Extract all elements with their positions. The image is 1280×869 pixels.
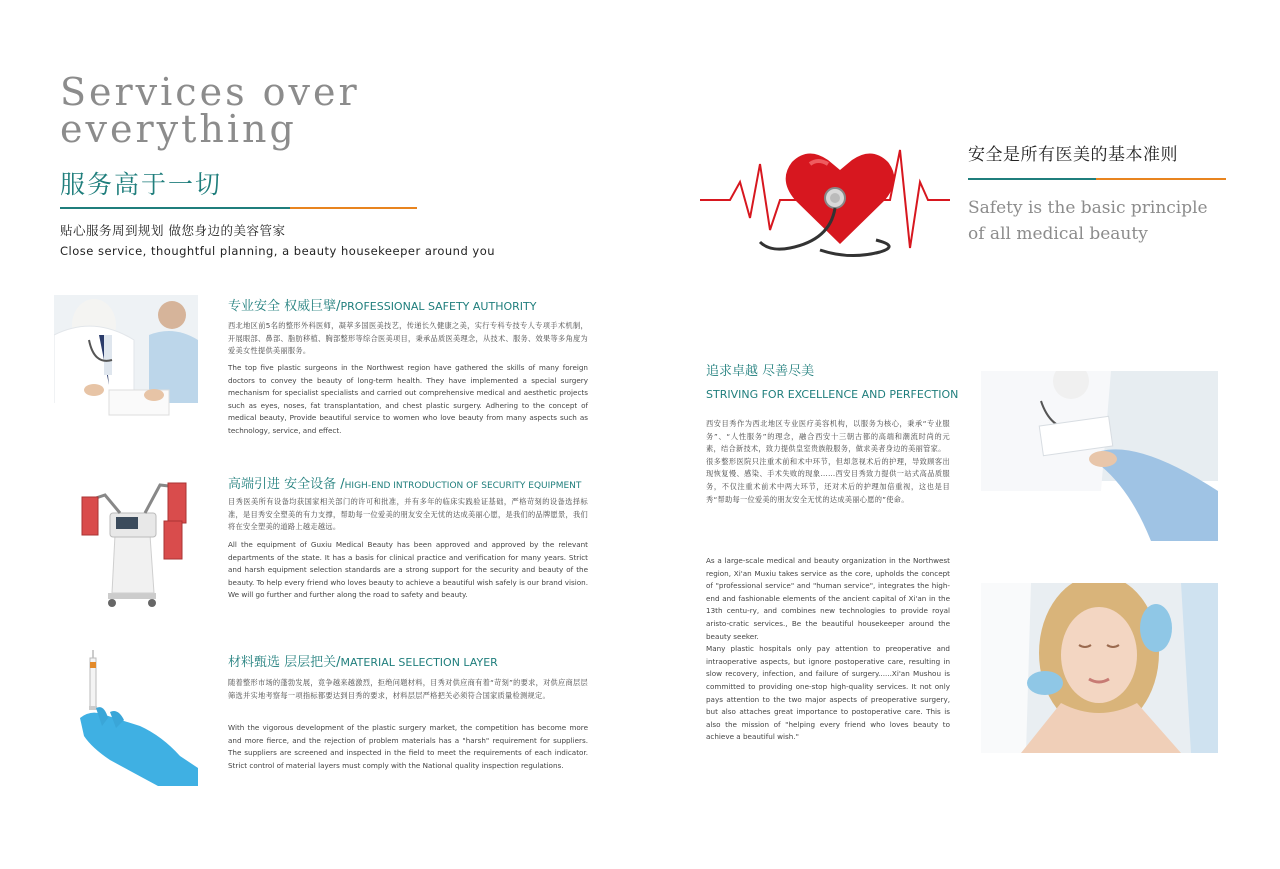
section-title-en: PROFESSIONAL SAFETY AUTHORITY	[340, 300, 537, 313]
right-title-divider	[968, 178, 1226, 180]
section-body-cn: 西北地区前5名的整形外科医师，凝萃多国医美技艺，传递长久健康之美，实行专科专技专人专项手术机制，开展眼部、鼻部、脂肪移植、胸部整形等综合医美项目，秉承品质医美理念，从技术、服务、效果等多角度为爱美女性提供美丽服务。	[228, 321, 588, 356]
section-title-en: MATERIAL SELECTION LAYER	[340, 656, 498, 669]
section-body-en: With the vigorous development of the plastic surgery market, the competition has become more and more fierce, and the rejection of problem materials has a "harsh" requirement for suppliers. The suppliers are screened and inspected in the field to meet the requirements of each indicator. Strict control of material layers must comply with the National quality inspection regulations.	[228, 723, 588, 770]
woman-facial-treatment-photo	[981, 583, 1218, 753]
right-title-chinese: 安全是所有医美的基本准则	[968, 145, 1178, 165]
heartbeat-heart-stethoscope-icon	[700, 120, 950, 270]
headline-english-line2: everything	[60, 107, 297, 151]
section-title-material-selection	[228, 651, 498, 670]
section-title-en: HIGH-END INTRODUCTION OF SECURITY EQUIPMENT	[344, 481, 582, 491]
glove-syringe-photo	[80, 648, 198, 786]
right-title-english-line1: Safety is the basic principle	[968, 198, 1208, 218]
doctors-consultation-photo	[54, 295, 198, 438]
section-title-excellence-cn: 追求卓越 尽善尽美	[706, 364, 815, 379]
excellence-body-cn: 西安目秀作为西北地区专业医疗美容机构，以服务为核心，秉承“专业服务”、“人性服务”的理念，融合西安十三朝古都的高端和潮流时尚的元素，结合新技术，致力提供皇室贵族般服务，做求美者身边的美丽管家。 很多整形医院只注重术前和术中环节，但却忽视术后的护理，导致顾客出现恢复慢、感染、手术失败的现象……西安目秀致力提供一站式高品质服务，不仅注重术前术中两大环节，还对术后的护理加倍重视，这也是目秀“帮助每一位爱美的朋友安全无忧的达成美丽心愿的”使命。	[706, 419, 950, 504]
section-title-cn: 高端引进 安全设备 /	[228, 477, 345, 492]
section-body-en: All the equipment of Guxiu Medical Beauty has been approved and approved by the relevant departments of the state. It has a basis for clinical practice and verification for many years. Strict and harsh equipment selection standards are a strong support for the security and beauty of the beauty. To help every friend who loves beauty to achieve a beautiful wish safely is our brand vision. We will go further and further along the road to safety and beauty.	[228, 540, 588, 600]
laser-device-photo	[80, 475, 190, 610]
headline-english	[60, 70, 360, 151]
section-title-security-equipment	[228, 473, 581, 492]
right-title-english	[968, 195, 1208, 247]
section-body-en: The top five plastic surgeons in the Northwest region have gathered the skills of many foreign doctors to convey the beauty of long-term health. They have implemented a special surgery mechanism for specialist specialists and carried out comprehensive medical and aesthetic projects such as eyes, noses, fat transplantation, and chest plastic surgery. Adhering to the concept of medical beauty, Provide beautiful service to women who love beauty from many aspects such as technology, service, and effect.	[228, 363, 588, 435]
tagline-chinese: 贴心服务周到规划 做您身边的美容管家	[60, 223, 286, 238]
headline-chinese: 服务高于一切	[60, 170, 223, 199]
section-title-excellence-en: STRIVING FOR EXCELLENCE AND PERFECTION	[706, 388, 959, 401]
section-title-cn: 材料甄选 层层把关/	[228, 655, 341, 670]
tagline-english: Close service, thoughtful planning, a beauty housekeeper around you	[60, 244, 496, 258]
section-body-cn: 目秀医美所有设备均获国家相关部门的许可和批准，并有多年的临床实践验证基础，严格苛刻的设备选择标准，是目秀安全塑美的有力支撑，帮助每一位爱美的朋友安全无忧的达成美丽心愿，是我们的品牌愿景，我们将在安全塑美的道路上越走越远。	[228, 497, 588, 532]
section-title-professional-safety	[228, 295, 536, 314]
excellence-body-en: As a large-scale medical and beauty organization in the Northwest region, Xi'an Muxiu takes service as the core, upholds the concept of "professional service" and "human service", integrates the high-end and fashionable elements of the ancient capital of Xi'an in the 13th centu-ry, and combines new technologies to provide royal aristo-cratic services., Be the beautiful housekeeper around the beauty seeker. Many plastic hospitals only pay attention to preoperative and intraoperative aspects, but ignore postoperative care, resulting in slow recovery, infection, and failure of surgery......Xi'an Mushou is committed to providing one-stop high-quality services. It not only pays attention to the two major aspects of preoperative surgery, but also attaches great importance to postoperative care. This is also the mission of "helping every friend who loves beauty to achieve a beautiful wish."	[706, 556, 950, 742]
headline-divider	[60, 207, 417, 209]
section-title-cn: 专业安全 权威巨擘/	[228, 299, 341, 314]
right-title-english-line2: of all medical beauty	[968, 224, 1148, 244]
doctor-patient-photo	[981, 371, 1218, 541]
headline-english-line1: Services over	[60, 70, 360, 114]
section-body-cn: 随着整形市场的蓬勃发展，竟争越来越激烈，拒绝问题材料，目秀对供应商有着“苛刻”的要求，对供应商层层筛选并实地考察每一项指标都要达到目秀的要求，材料层层严格把关必须符合国家质量检测规定。	[228, 678, 588, 700]
